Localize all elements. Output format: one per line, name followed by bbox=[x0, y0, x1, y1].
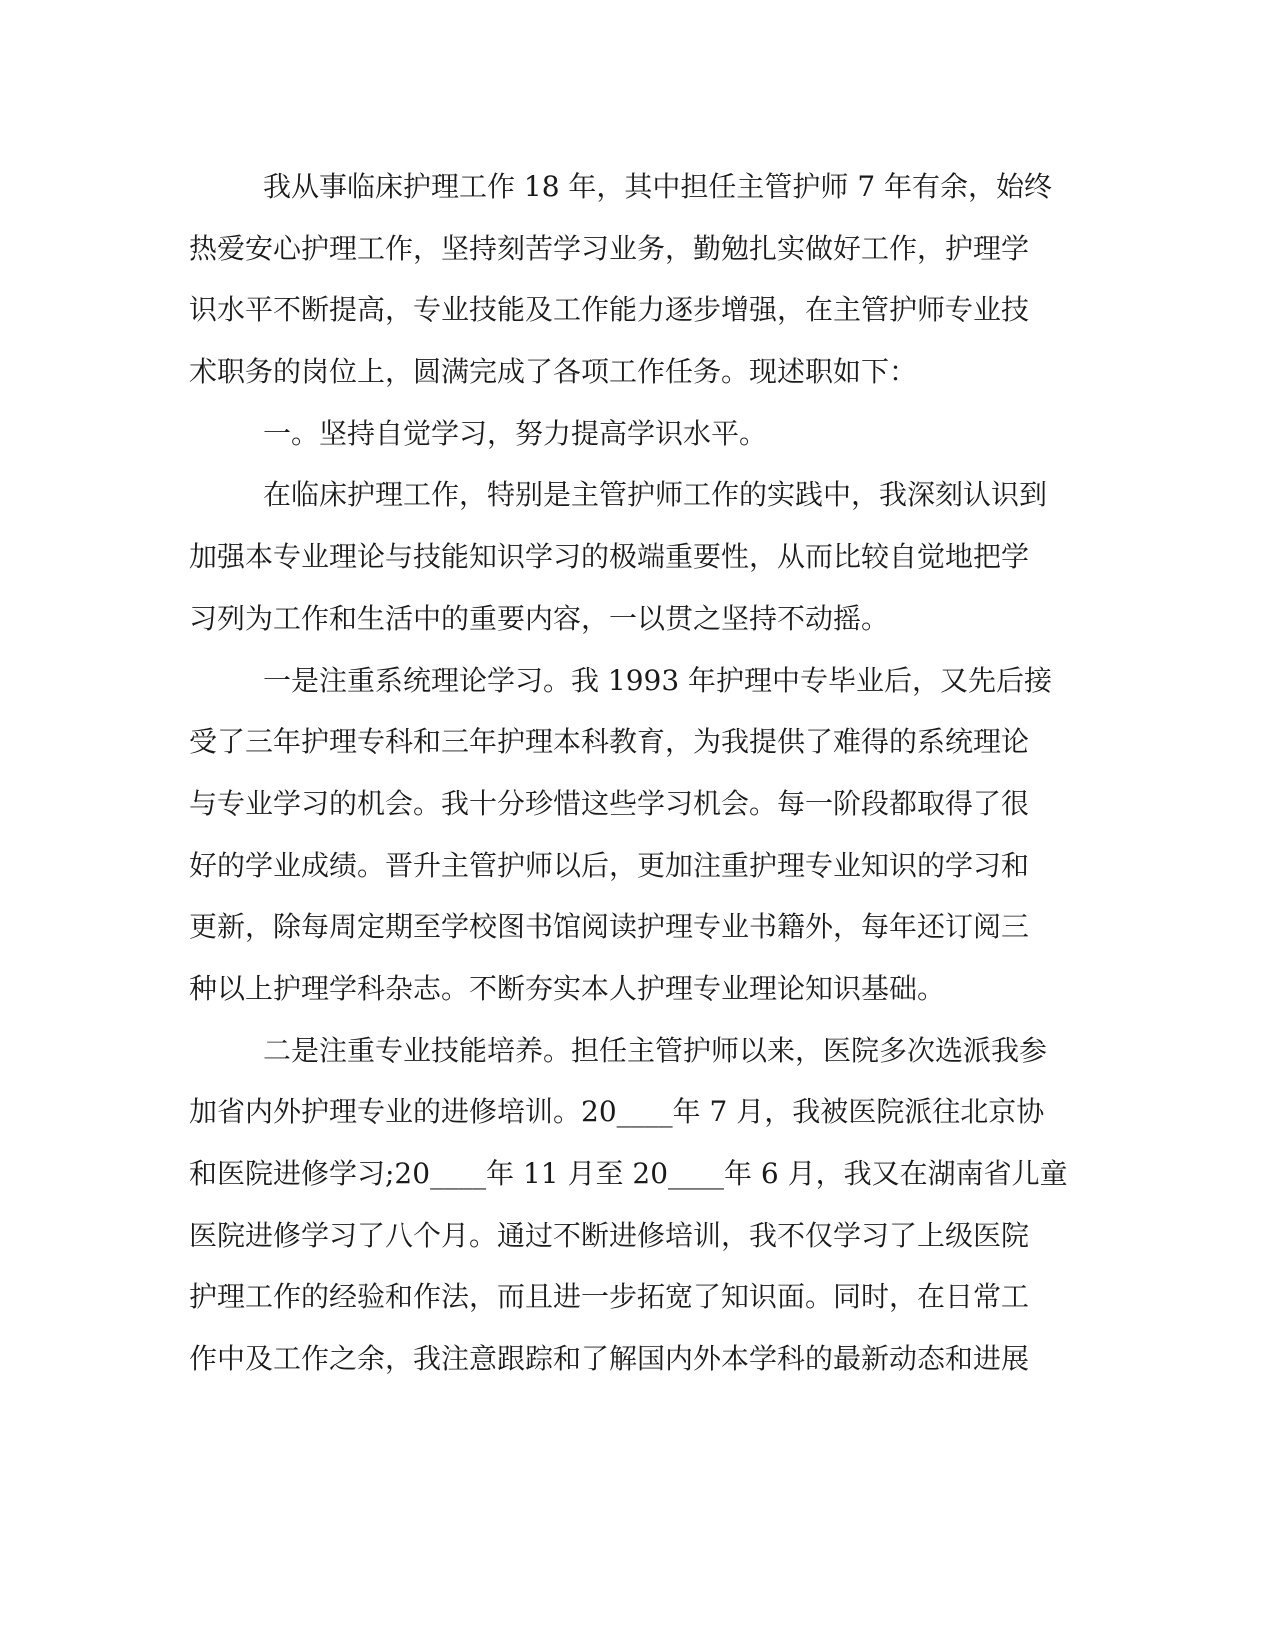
text-line: 在临床护理工作，特别是主管护师工作的实践中，我深刻认识到 bbox=[263, 478, 1048, 512]
text-line: 识水平不断提高，专业技能及工作能力逐步增强，在主管护师专业技 bbox=[189, 293, 1030, 327]
text-line: 二是注重专业技能培养。担任主管护师以来，医院多次选派我参 bbox=[263, 1033, 1048, 1067]
text-line: 受了三年护理专科和三年护理本科教育，为我提供了难得的系统理论 bbox=[189, 725, 1030, 759]
text-line: 我从事临床护理工作 18 年，其中担任主管护师 7 年有余，始终 bbox=[263, 170, 1053, 203]
text-line: 和医院进修学习;20____年 11 月至 20____年 6 月，我又在湖南省儿童 bbox=[189, 1157, 1068, 1190]
text-line: 护理工作的经验和作法，而且进一步拓宽了知识面。同时，在日常工 bbox=[189, 1280, 1030, 1314]
text-line: 一是注重系统理论学习。我 1993 年护理中专毕业后，又先后接 bbox=[263, 663, 1053, 697]
document-body bbox=[189, 156, 1089, 1390]
section-heading: 一。坚持自觉学习，努力提高学识水平。 bbox=[263, 416, 768, 450]
text-line: 加强本专业理论与技能知识学习的极端重要性，从而比较自觉地把学 bbox=[189, 540, 1030, 574]
text-line: 好的学业成绩。晋升主管护师以后，更加注重护理专业知识的学习和 bbox=[189, 848, 1030, 882]
text-line: 作中及工作之余，我注意跟踪和了解国内外本学科的最新动态和进展 bbox=[189, 1342, 1030, 1376]
text-line: 与专业学习的机会。我十分珍惜这些学习机会。每一阶段都取得了很 bbox=[189, 786, 1030, 820]
text-line: 术职务的岗位上，圆满完成了各项工作任务。现述职如下： bbox=[189, 355, 918, 389]
text-line: 习列为工作和生活中的重要内容，一以贯之坚持不动摇。 bbox=[189, 601, 890, 635]
text-line: 种以上护理学科杂志。不断夯实本人护理专业理论知识基础。 bbox=[189, 971, 946, 1005]
text-line: 更新，除每周定期至学校图书馆阅读护理专业书籍外，每年还订阅三 bbox=[189, 910, 1030, 944]
text-line: 加省内外护理专业的进修培训。20____年 7 月，我被医院派往北京协 bbox=[189, 1095, 1045, 1129]
text-line: 医院进修学习了八个月。通过不断进修培训，我不仅学习了上级医院 bbox=[189, 1218, 1030, 1252]
text-line: 热爱安心护理工作，坚持刻苦学习业务，勤勉扎实做好工作，护理学 bbox=[189, 231, 1030, 265]
